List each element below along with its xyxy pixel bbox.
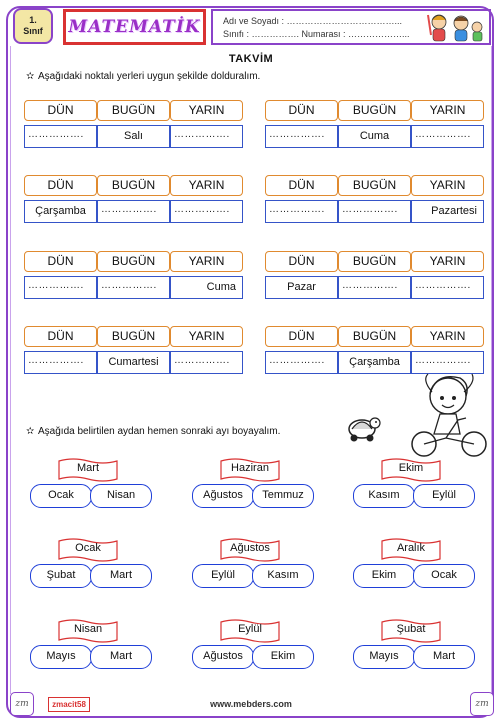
month-option[interactable]: Mart xyxy=(413,645,475,669)
day-answer-cell[interactable]: ……………. xyxy=(97,276,170,299)
month-question xyxy=(192,458,318,513)
instruction-2 xyxy=(26,426,281,437)
corner-mark-right: zm xyxy=(470,692,494,716)
calendar-box xyxy=(24,326,243,374)
month-option[interactable]: Kasım xyxy=(252,564,314,588)
day-header: YARIN xyxy=(411,175,484,196)
month-label: Nisan xyxy=(73,623,103,635)
month-option[interactable]: Mart xyxy=(90,564,152,588)
day-header: BUGÜN xyxy=(338,326,411,347)
month-option[interactable]: Eylül xyxy=(192,564,254,588)
day-header: YARIN xyxy=(411,100,484,121)
instruction-1 xyxy=(26,71,261,82)
day-header: DÜN xyxy=(24,326,97,347)
calendar-box xyxy=(24,100,243,148)
month-flag xyxy=(220,458,280,483)
day-answer-cell: Pazartesi xyxy=(411,200,484,223)
day-answer-cell[interactable]: ……………. xyxy=(338,200,411,223)
corner-mark-left: zm xyxy=(10,692,34,716)
calendar-box xyxy=(265,100,484,148)
day-answer-cell: Cumartesi xyxy=(97,351,170,374)
day-header: BUGÜN xyxy=(97,251,170,272)
student-name-field[interactable]: Adı ve Soyadı : ………………………………... xyxy=(223,16,403,26)
day-answer-cell: Pazar xyxy=(265,276,338,299)
month-flag xyxy=(220,538,280,563)
day-header: DÜN xyxy=(265,251,338,272)
day-answer-cell[interactable]: ……………. xyxy=(265,351,338,374)
calendar-box xyxy=(265,326,484,374)
month-option[interactable]: Şubat xyxy=(30,564,92,588)
month-question xyxy=(192,538,318,593)
month-flag xyxy=(58,538,118,563)
day-header: YARIN xyxy=(170,251,243,272)
month-option[interactable]: Mayıs xyxy=(353,645,415,669)
month-option[interactable]: Ekim xyxy=(353,564,415,588)
day-answer-cell: Çarşamba xyxy=(24,200,97,223)
day-header: DÜN xyxy=(24,175,97,196)
day-answer-cell[interactable]: ……………. xyxy=(24,351,97,374)
day-answer-cell[interactable]: ……………. xyxy=(97,200,170,223)
footer-website[interactable]: www.mebders.com xyxy=(210,699,292,709)
month-option[interactable]: Ocak xyxy=(413,564,475,588)
day-header: BUGÜN xyxy=(97,100,170,121)
day-answer-cell: Salı xyxy=(97,125,170,148)
day-answer-cell: Cuma xyxy=(170,276,243,299)
day-header: YARIN xyxy=(411,251,484,272)
month-question xyxy=(30,458,156,513)
month-question xyxy=(353,458,479,513)
month-option[interactable]: Ağustos xyxy=(192,484,254,508)
day-answer-cell[interactable]: ……………. xyxy=(170,125,243,148)
page-title: TAKVİM xyxy=(228,53,274,65)
month-option[interactable]: Temmuz xyxy=(252,484,314,508)
student-class-field[interactable]: Sınıfı : ……………. Numarası : ………………... xyxy=(223,29,410,39)
day-answer-cell[interactable]: ……………. xyxy=(265,200,338,223)
month-flag xyxy=(381,619,441,644)
month-label: Ocak xyxy=(75,542,101,554)
month-option[interactable]: Ekim xyxy=(252,645,314,669)
month-label: Aralık xyxy=(396,542,426,554)
month-flag xyxy=(220,619,280,644)
month-label: Haziran xyxy=(231,462,269,474)
month-label: Ekim xyxy=(398,462,424,474)
day-answer-cell[interactable]: ……………. xyxy=(170,351,243,374)
month-question xyxy=(353,538,479,593)
month-label: Eylül xyxy=(238,623,262,635)
month-label: Ağustos xyxy=(230,542,270,554)
calendar-box xyxy=(265,251,484,299)
month-question xyxy=(30,619,156,674)
day-header: BUGÜN xyxy=(338,175,411,196)
month-label: Mart xyxy=(77,462,99,474)
day-header: BUGÜN xyxy=(338,100,411,121)
footer-author: zmacit58 xyxy=(48,697,90,712)
month-option[interactable]: Nisan xyxy=(90,484,152,508)
day-answer-cell: Çarşamba xyxy=(338,351,411,374)
star-icon: ✫ xyxy=(26,426,35,437)
month-flag xyxy=(58,619,118,644)
day-header: DÜN xyxy=(265,326,338,347)
girl-on-bicycle-illustration xyxy=(410,372,492,460)
day-answer-cell[interactable]: ……………. xyxy=(338,276,411,299)
month-option[interactable]: Eylül xyxy=(413,484,475,508)
month-flag xyxy=(381,458,441,483)
instruction-1-text: Aşağıdaki noktalı yerleri uygun şekilde dolduralım. xyxy=(38,71,261,82)
day-header: YARIN xyxy=(170,326,243,347)
month-flag xyxy=(58,458,118,483)
day-header: BUGÜN xyxy=(97,326,170,347)
day-header: YARIN xyxy=(170,100,243,121)
day-answer-cell[interactable]: ……………. xyxy=(411,125,484,148)
day-header: DÜN xyxy=(265,100,338,121)
calendar-box xyxy=(265,175,484,223)
month-label: Şubat xyxy=(396,623,426,635)
day-header: BUGÜN xyxy=(97,175,170,196)
day-answer-cell[interactable]: ……………. xyxy=(265,125,338,148)
day-answer-cell[interactable]: ……………. xyxy=(24,125,97,148)
day-header: DÜN xyxy=(24,100,97,121)
children-illustration xyxy=(425,11,485,43)
day-header: DÜN xyxy=(265,175,338,196)
turtle-car-icon xyxy=(345,413,381,443)
month-option[interactable]: Ocak xyxy=(30,484,92,508)
star-icon: ✫ xyxy=(26,71,35,82)
day-header: YARIN xyxy=(411,326,484,347)
day-header: DÜN xyxy=(24,251,97,272)
month-option[interactable]: Kasım xyxy=(353,484,415,508)
month-option[interactable]: Mayıs xyxy=(30,645,92,669)
day-answer-cell[interactable]: ……………. xyxy=(170,200,243,223)
grade-label: Sınıf xyxy=(23,26,43,36)
day-header: BUGÜN xyxy=(338,251,411,272)
grade-number: 1. xyxy=(29,15,37,25)
day-answer-cell: Cuma xyxy=(338,125,411,148)
calendar-box xyxy=(24,251,243,299)
instruction-2-text: Aşağıda belirtilen aydan hemen sonraki ayı boyayalım. xyxy=(38,426,281,437)
subject-title: MATEMATİK xyxy=(63,9,206,45)
month-question xyxy=(30,538,156,593)
month-question xyxy=(353,619,479,674)
month-flag xyxy=(381,538,441,563)
calendar-box xyxy=(24,175,243,223)
month-question xyxy=(192,619,318,674)
grade-badge xyxy=(13,8,53,44)
day-answer-cell[interactable]: ……………. xyxy=(411,276,484,299)
day-answer-cell[interactable]: ……………. xyxy=(411,351,484,374)
day-header: YARIN xyxy=(170,175,243,196)
month-option[interactable]: Ağustos xyxy=(192,645,254,669)
month-option[interactable]: Mart xyxy=(90,645,152,669)
day-answer-cell[interactable]: ……………. xyxy=(24,276,97,299)
